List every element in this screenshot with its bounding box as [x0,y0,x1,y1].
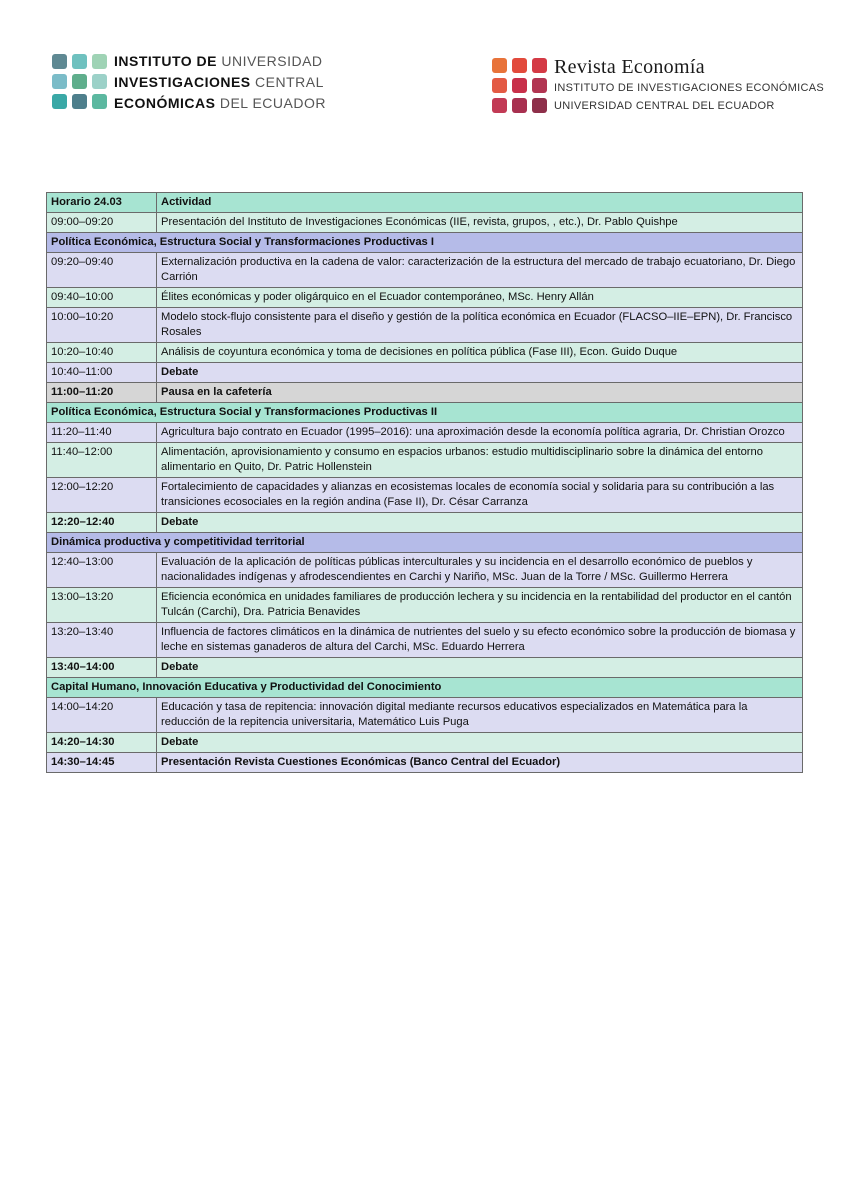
time-slot: 14:00–14:20 [47,698,157,733]
activity: Alimentación, aprovisionamiento y consumo en espacios urbanos: estudio multidisciplinario sobre la dinámica del entorno alimentario en Quito, Dr. Patric Hollenstein [157,443,803,478]
table-header-row [47,193,803,213]
time-slot: 13:40–14:00 [47,658,157,678]
iie-logo-line-2: INVESTIGACIONES CENTRAL [114,74,324,90]
revista-logo-square [532,78,547,93]
revista-title: Revista Economía [554,56,705,78]
activity: Influencia de factores climáticos en la dinámica de nutrientes del suelo y su efecto económico sobre la producción de biomasa y leche en sistemas ganaderos de altura del Carchi, MSc. Eduardo Herrera [157,623,803,658]
section-header-row [47,533,803,553]
activity: Modelo stock-flujo consistente para el diseño y gestión de la política económica en Ecuador (FLACSO–IIE–EPN), Dr. Francisco Rosales [157,308,803,343]
schedule-row [47,423,803,443]
section-title: Política Económica, Estructura Social y Transformaciones Productivas II [47,403,803,423]
activity: Debate [157,658,803,678]
activity: Eficiencia económica en unidades familiares de producción lechera y su incidencia en la rentabilidad del productor en el cantón Tulcán (Carchi), Dra. Patricia Benavides [157,588,803,623]
time-slot: 14:30–14:45 [47,753,157,773]
schedule-row [47,288,803,308]
activity: Debate [157,733,803,753]
time-slot: 09:00–09:20 [47,213,157,233]
revista-logo-square [532,58,547,73]
time-slot: 13:00–13:20 [47,588,157,623]
activity: Análisis de coyuntura económica y toma de decisiones en política pública (Fase III), Econ. Guido Duque [157,343,803,363]
iie-logo-square [92,94,107,109]
revista-logo-square [512,98,527,113]
iie-logo [52,54,326,111]
activity: Debate [157,363,803,383]
time-slot: 09:40–10:00 [47,288,157,308]
iie-logo-square [72,54,87,69]
schedule-row [47,478,803,513]
revista-logo-square [492,78,507,93]
time-slot: 09:20–09:40 [47,253,157,288]
time-slot: 12:20–12:40 [47,513,157,533]
time-slot: 11:40–12:00 [47,443,157,478]
iie-logo-square [52,54,67,69]
schedule-row [47,343,803,363]
revista-logo-mark [492,58,547,113]
revista-subtitle-2: UNIVERSIDAD CENTRAL DEL ECUADOR [554,100,775,112]
schedule-row [47,363,803,383]
activity: Debate [157,513,803,533]
section-header-row [47,233,803,253]
schedule-row [47,443,803,478]
iie-logo-line-1: INSTITUTO DE UNIVERSIDAD [114,53,323,69]
schedule-table [46,192,803,773]
schedule-row [47,308,803,343]
revista-logo-text [554,58,824,113]
iie-logo-square [92,54,107,69]
time-slot: 14:20–14:30 [47,733,157,753]
iie-logo-line-3: ECONÓMICAS DEL ECUADOR [114,95,326,111]
activity: Presentación del Instituto de Investigaciones Económicas (IIE, revista, grupos, , etc.), Dr. Pablo Quishpe [157,213,803,233]
schedule-row [47,733,803,753]
time-slot: 11:00–11:20 [47,383,157,403]
schedule-row [47,698,803,733]
activity: Educación y tasa de repitencia: innovación digital mediante recursos educativos especializados en Matemática para la reducción de la repitencia universitaria, Matemático Luis Puga [157,698,803,733]
schedule-body [47,193,803,773]
section-header-row [47,403,803,423]
revista-logo-square [492,58,507,73]
iie-logo-mark [52,54,107,111]
activity: Agricultura bajo contrato en Ecuador (1995–2016): una aproximación desde la economía política agraria, Dr. Christian Orozco [157,423,803,443]
time-slot: 12:00–12:20 [47,478,157,513]
section-title: Dinámica productiva y competitividad territorial [47,533,803,553]
iie-logo-text [114,54,326,111]
activity: Presentación Revista Cuestiones Económicas (Banco Central del Ecuador) [157,753,803,773]
schedule-row [47,623,803,658]
activity: Fortalecimiento de capacidades y alianzas en ecosistemas locales de economía social y solidaria para su contribución a las transiciones ecosociales en la región andina (Fase II), Dr. César Carranza [157,478,803,513]
schedule-row [47,588,803,623]
revista-logo-square [532,98,547,113]
break-row [47,383,803,403]
time-slot: 12:40–13:00 [47,553,157,588]
revista-economia-logo [492,58,824,113]
time-slot: 10:20–10:40 [47,343,157,363]
iie-logo-square [52,74,67,89]
time-slot: 10:00–10:20 [47,308,157,343]
header-activity: Actividad [157,193,803,213]
section-header-row [47,678,803,698]
revista-subtitle-1: INSTITUTO DE INVESTIGACIONES ECONÓMICAS [554,81,825,94]
schedule-row [47,553,803,588]
time-slot: 11:20–11:40 [47,423,157,443]
section-title: Política Económica, Estructura Social y Transformaciones Productivas I [47,233,803,253]
schedule-row [47,253,803,288]
time-slot: 10:40–11:00 [47,363,157,383]
iie-logo-square [92,74,107,89]
schedule-row [47,658,803,678]
activity: Élites económicas y poder oligárquico en el Ecuador contemporáneo, MSc. Henry Allán [157,288,803,308]
revista-logo-square [512,78,527,93]
iie-logo-square [52,94,67,109]
schedule-row [47,213,803,233]
activity: Externalización productiva en la cadena de valor: caracterización de la estructura del mercado de trabajo ecuatoriano, Dr. Diego Carrión [157,253,803,288]
schedule-row [47,753,803,773]
time-slot: 13:20–13:40 [47,623,157,658]
activity: Pausa en la cafetería [157,383,803,403]
header-time: Horario 24.03 [47,193,157,213]
revista-logo-square [512,58,527,73]
iie-logo-square [72,94,87,109]
iie-logo-square [72,74,87,89]
activity: Evaluación de la aplicación de políticas públicas interculturales y su incidencia en el desarrollo económico de pueblos y nacionalidades indígenas y afrodescendientes en Carchi y Nariño, MSc. Juan de la Torre / MSc. Guillermo Herrera [157,553,803,588]
revista-logo-square [492,98,507,113]
schedule-row [47,513,803,533]
section-title: Capital Humano, Innovación Educativa y Productividad del Conocimiento [47,678,803,698]
